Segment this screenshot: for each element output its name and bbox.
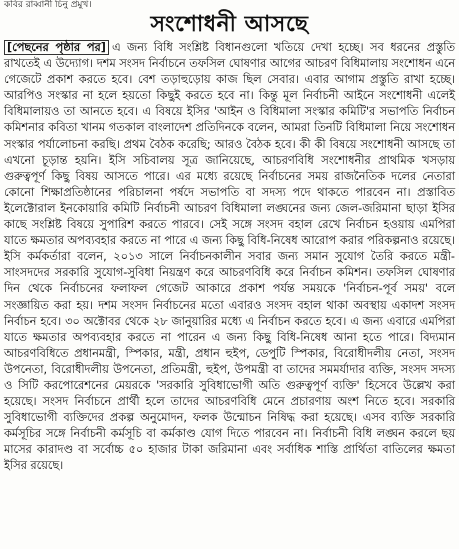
article-headline: সংশোধনী আসছে — [150, 11, 309, 37]
article-text: এ জন্য বিধি সংশ্লিষ্ট বিধানগুলো খতিয়ে দেখা হচ্ছে। সব ধরনের প্রস্তুতি রাখতেই এ উদ্যোগ। দশম সংসদ নির্বাচনে তফসিল ঘোষণার আগের আচরণ বিধিমালায় সংশোধন এনে গেজেটে প্রকাশ করতে হবে। বেশ তড়াহুড়োয় কাজ ছিল সেবার। এবার আগাম প্রস্তুতি রাখা হচ্ছে। আরপিও সংস্কার না হলে হয়তো কিছুই করতে হবে না। কিন্তু মূল নির্বাচনী আইনে সংশোধনী এলেই বিধিমালায়ও তা আনতে হবে। এ বিষয়ে ইসির 'আইন ও বিধিমালা সংস্কার কমিটি'র সভাপতি নির্বাচন কমিশনার কবিতা খানম গতকাল বাংলাদেশ প্রতিদিনকে বলেন, আমরা তিনটি বিধিমালা নিয়ে সংশোধন সংস্কার পর্যালোচনা করছি। প্রথম বৈঠক করেছি; আরও বৈঠক হবে। কী কী বিষয়ে সংশোধনী আসছে তা এখনো চূড়ান্ত হয়নি। ইসি সচিবালয় সূত্র জানিয়েছে, আচরণবিধি সংশোধনীর প্রাথমিক খসড়ায় গুরুত্বপূর্ণ কিছু বিষয় আসতে পারে। এর মধ্যে রয়েছে নির্বাচনের সময় রাজনৈতিক দলের নেতারা কোনো শিক্ষাপ্রতিষ্ঠানের পরিচালনা পর্ষদে সভাপতি বা সদস্য পদে থাকতে পারবেন না। প্রস্তাবিত ইলেক্টোরাল ইনকোয়ারি কমিটি নির্বাচনী আচরণ বিধিমালা লঙ্ঘনের জন্য জেল-জরিমানা ছাড়া ইসির কাছে সংশ্লিষ্ট বিষয়ে সুপারিশ করতে পারবে। সেই সঙ্গে সংসদ বহাল রেখে নির্বাচন হওয়ায় এমপিরা যাতে ক্ষমতার অপব্যবহার করতে না পারে এ জন্য কিছু বিধি-নিষেধ আরোপ করার পরিকল্পনাও রয়েছে। ইসি কর্মকর্তারা বলেন, ২০১৩ সালে নির্বাচনকালীন সবার জন্য সমান সুযোগ তৈরি করতে মন্ত্রী-সাংসদদের সরকারি সুযোগ-সুবিধা নিয়ন্ত্রণ করে আচরণবিধি করে নির্বাচন কমিশন। তফসিল ঘোষণার দিন থেকে নির্বাচনের ফলাফল গেজেট আকারে প্রকাশ পর্যন্ত সময়কে 'নির্বাচন-পূর্ব সময়' বলে সংজ্ঞায়িত করা হয়। দশম সংসদ নির্বাচনের মতো এবারও সংসদ বহাল থাকা অবস্থায় একাদশ সংসদ নির্বাচন হবে। ৩০ অক্টোবর থেকে ২৮ জানুয়ারির মধ্যে এ নির্বাচন করতে হবে। এ জন্য এবারে এমপিরা যাতে ক্ষমতার অপব্যবহার করতে না পারেন এ জন্য কিছু বিধি-নিষেধ আনা হতে পারে। বিদ্যমান আচরণবিধিতে প্রধানমন্ত্রী, স্পিকার, মন্ত্রী, প্রধান হুইপ, ডেপুটি স্পিকার, বিরোধীদলীয় নেতা, সংসদ উপনেতা, বিরোধীদলীয় উপনেতা, প্রতিমন্ত্রী, হুইপ, উপমন্ত্রী বা তাদের সমমর্যাদার ব্যক্তি, সংসদ সদস্য ও সিটি করপোরেশনের মেয়রকে 'সরকারি সুবিধাভোগী অতি গুরুত্বপূর্ণ ব্যক্তি' হিসেবে উল্লেখ করা হয়েছে। সংসদ নির্বাচনে প্রার্থী হলে তাদের আচরণবিধি মেনে প্রচারণায় অংশ নিতে হবে। সরকারি সুবিধাভোগী ব্যক্তিদের প্রকল্প অনুমোদন, ফলক উন্মোচন নিষিদ্ধ করা হয়েছে। এসব ব্যক্তি সরকারি কর্মসূচির সঙ্গে নির্বাচনী কর্মসূচি বা কর্মকাণ্ড যোগ দিতে পারবেন না। নির্বাচনী বিধি লঙ্ঘন করলে ছয় মাসের কারাদণ্ড বা সর্বোচ্চ ৫০ হাজার টাকা জরিমানা এবং সর্বাধিক শাস্তি প্রার্থিতা বাতিলের ক্ষমতা ইসির রয়েছে। — [4, 41, 455, 473]
article-body — [4, 40, 455, 475]
continued-from-tag: [পেছনের পৃষ্ঠার পর] — [4, 40, 109, 55]
article-paragraph — [4, 40, 455, 475]
previous-article-fragment: কবির রাব্বানী চিনু প্রমুখ। — [4, 0, 92, 10]
